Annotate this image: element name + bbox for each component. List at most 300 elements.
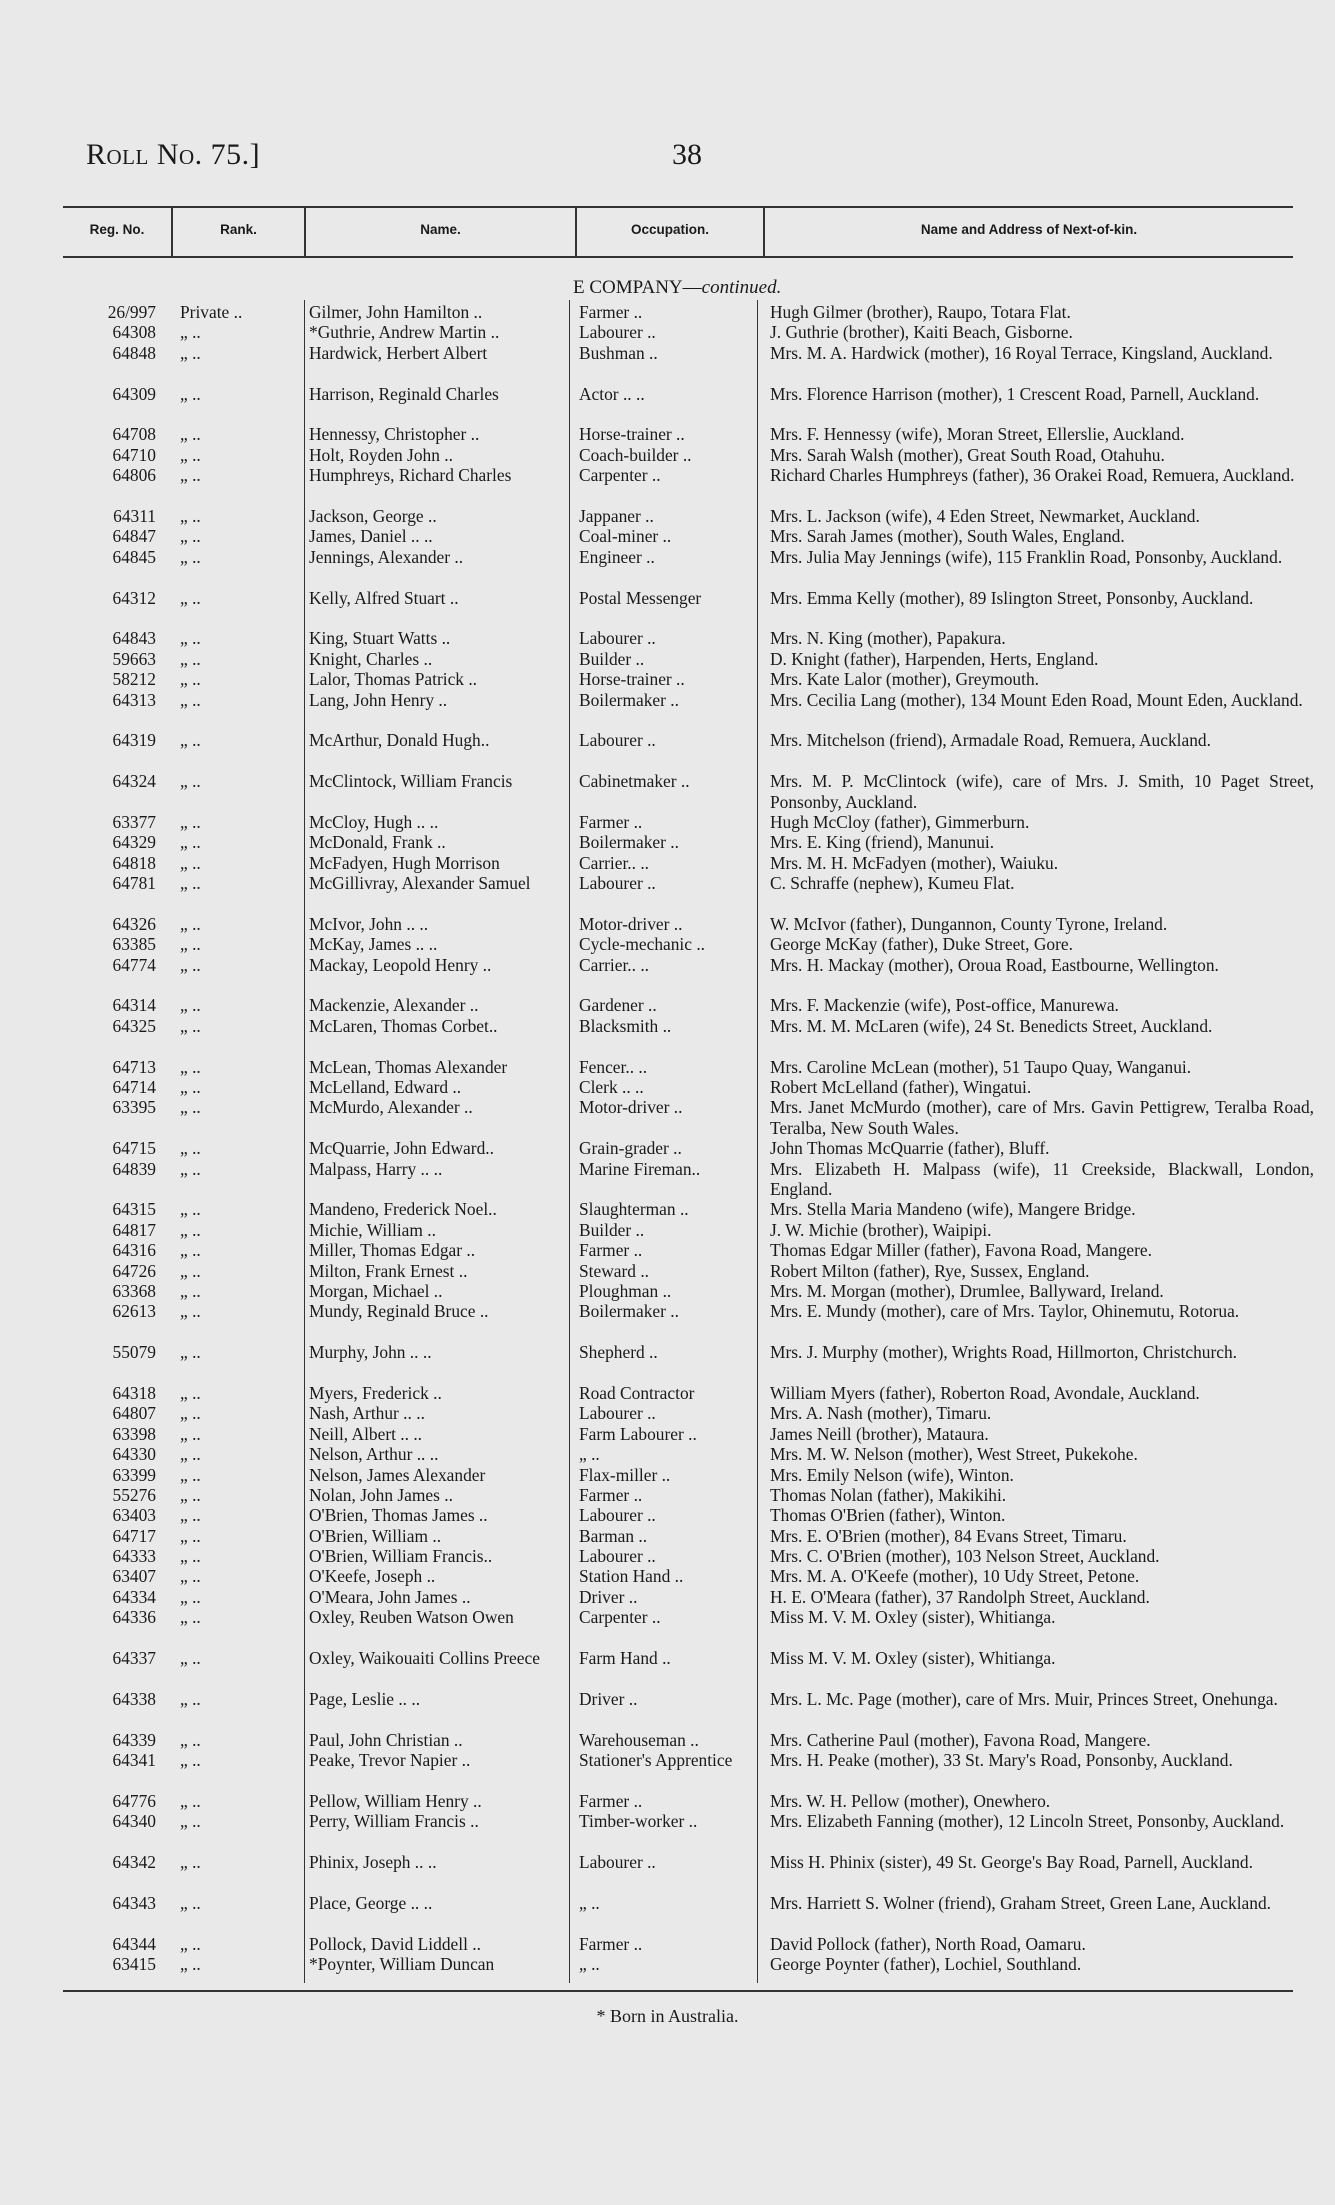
rank: „ .. — [180, 995, 201, 1016]
rank: „ .. — [180, 648, 201, 669]
rank: „ .. — [180, 628, 201, 649]
soldier-name: Jackson, George .. — [309, 505, 437, 526]
reg-no: 64319 — [112, 730, 156, 751]
reg-no: 55276 — [112, 1484, 156, 1505]
table-row — [0, 853, 1335, 873]
table-row — [0, 1097, 1335, 1138]
reg-no: 64318 — [112, 1382, 156, 1403]
table-row — [0, 1954, 1335, 1974]
occupation: Labourer .. — [579, 730, 656, 751]
next-of-kin: Mrs. Florence Harrison (mother), 1 Crescent Road, Parnell, Auckland. — [770, 383, 1260, 404]
soldier-name: Nelson, Arthur .. .. — [309, 1444, 439, 1465]
reg-no: 63395 — [112, 1097, 156, 1118]
rank: „ .. — [180, 1525, 201, 1546]
occupation: Jappaner .. — [579, 505, 654, 526]
table-row — [0, 1730, 1335, 1750]
rank: „ .. — [180, 1566, 201, 1587]
roll-table — [0, 302, 1335, 1974]
table-row — [0, 1261, 1335, 1281]
next-of-kin: Mrs. Elizabeth Fanning (mother), 12 Lincoln Street, Ponsonby, Auckland. — [770, 1811, 1285, 1832]
soldier-name: Lang, John Henry .. — [309, 689, 448, 710]
table-row — [0, 1403, 1335, 1423]
reg-no: 64806 — [112, 465, 156, 486]
rank: „ .. — [180, 587, 201, 608]
occupation: Labourer .. — [579, 1546, 656, 1567]
soldier-name: McLaren, Thomas Corbet.. — [309, 1015, 498, 1036]
rank: „ .. — [180, 1790, 201, 1811]
reg-no: 64315 — [112, 1199, 156, 1220]
soldier-name: O'Keefe, Joseph .. — [309, 1566, 436, 1587]
soldier-name: McQuarrie, John Edward.. — [309, 1138, 494, 1159]
reg-no: 64339 — [112, 1729, 156, 1750]
next-of-kin: J. Guthrie (brother), Kaiti Beach, Gisborne. — [770, 322, 1073, 343]
occupation: Gardener .. — [579, 995, 657, 1016]
soldier-name: McLean, Thomas Alexander — [309, 1056, 508, 1077]
reg-no: 64341 — [112, 1750, 156, 1771]
page-number: 38 — [672, 138, 702, 171]
rank: „ .. — [180, 1688, 201, 1709]
occupation: Boilermaker .. — [579, 1301, 679, 1322]
rank: „ .. — [180, 1280, 201, 1301]
reg-no: 63398 — [112, 1423, 156, 1444]
roll-number: Roll No. 75.] — [86, 138, 261, 171]
occupation: Carpenter .. — [579, 1607, 661, 1628]
next-of-kin: D. Knight (father), Harpenden, Herts, England. — [770, 648, 1099, 669]
next-of-kin: Mrs. Janet McMurdo (mother), care of Mrs. Gavin Pettigrew, Teralba Road, Teralba, New South Wales. — [770, 1097, 1314, 1138]
next-of-kin: Mrs. W. H. Pellow (mother), Onewhero. — [770, 1790, 1051, 1811]
occupation: Station Hand .. — [579, 1566, 684, 1587]
soldier-name: Peake, Trevor Napier .. — [309, 1750, 471, 1771]
reg-no: 64338 — [112, 1688, 156, 1709]
table-row — [0, 1505, 1335, 1525]
rank: „ .. — [180, 1464, 201, 1485]
soldier-name: Hennessy, Christopher .. — [309, 424, 480, 445]
next-of-kin: Mrs. Catherine Paul (mother), Favona Road, Mangere. — [770, 1729, 1151, 1750]
table-row — [0, 1199, 1335, 1219]
rank: „ .. — [180, 322, 201, 343]
next-of-kin: Mrs. Sarah James (mother), South Wales, England. — [770, 526, 1125, 547]
next-of-kin: George McKay (father), Duke Street, Gore. — [770, 934, 1073, 955]
rank: „ .. — [180, 689, 201, 710]
soldier-name: Pellow, William Henry .. — [309, 1790, 482, 1811]
occupation: Labourer .. — [579, 1852, 656, 1872]
table-row — [0, 649, 1335, 669]
occupation: Farmer .. — [579, 302, 643, 322]
next-of-kin: James Neill (brother), Mataura. — [770, 1423, 989, 1444]
reg-no: 64776 — [112, 1790, 156, 1811]
col-header-name: Name. — [420, 222, 461, 237]
rank: „ .. — [180, 1077, 201, 1098]
reg-no: 64308 — [112, 322, 156, 343]
reg-no: 64848 — [112, 342, 156, 363]
table-row — [0, 1057, 1335, 1077]
soldier-name: Mundy, Reginald Bruce .. — [309, 1301, 489, 1322]
reg-no: 64714 — [112, 1077, 156, 1098]
soldier-name: *Guthrie, Andrew Martin .. — [309, 322, 500, 343]
next-of-kin: George Poynter (father), Lochiel, Southland. — [770, 1953, 1082, 1974]
occupation: Farm Labourer .. — [579, 1423, 697, 1444]
col-header-reg: Reg. No. — [89, 222, 145, 237]
next-of-kin: Robert Milton (father), Rye, Sussex, England. — [770, 1260, 1090, 1281]
occupation: „ .. — [579, 1953, 600, 1974]
occupation: Farmer .. — [579, 1240, 643, 1261]
soldier-name: Place, George .. .. — [309, 1892, 433, 1913]
occupation: Slaughterman .. — [579, 1199, 689, 1220]
occupation: Carrier.. .. — [579, 954, 650, 975]
occupation: Coal-miner .. — [579, 526, 672, 547]
next-of-kin: H. E. O'Meara (father), 37 Randolph Street, Auckland. — [770, 1586, 1150, 1607]
occupation: Motor-driver .. — [579, 913, 683, 934]
occupation: Stationer's Apprentice — [579, 1750, 733, 1771]
table-row — [0, 1546, 1335, 1566]
next-of-kin: Mrs. L. Jackson (wife), 4 Eden Street, Newmarket, Auckland. — [770, 505, 1200, 526]
next-of-kin: Robert McLelland (father), Wingatui. — [770, 1077, 1032, 1098]
occupation: „ .. — [579, 1444, 600, 1465]
occupation: Motor-driver .. — [579, 1097, 683, 1118]
table-row — [0, 995, 1335, 1015]
reg-no: 63415 — [112, 1953, 156, 1974]
reg-no: 63403 — [112, 1505, 156, 1526]
table-row — [0, 914, 1335, 934]
occupation: Postal Messenger — [579, 587, 702, 608]
soldier-name: Murphy, John .. .. — [309, 1342, 432, 1363]
reg-no: 64847 — [112, 526, 156, 547]
reg-no: 64334 — [112, 1586, 156, 1607]
next-of-kin: Mrs. E. O'Brien (mother), 84 Evans Street, Timaru. — [770, 1525, 1127, 1546]
occupation: Labourer .. — [579, 322, 656, 343]
table-row — [0, 955, 1335, 996]
occupation: Driver .. — [579, 1688, 638, 1709]
table-row — [0, 302, 1335, 322]
reg-no: 64324 — [112, 771, 156, 792]
table-row — [0, 628, 1335, 648]
reg-no: 64330 — [112, 1444, 156, 1465]
soldier-name: Nolan, John James .. — [309, 1484, 453, 1505]
reg-no: 63377 — [112, 811, 156, 832]
soldier-name: McMurdo, Alexander .. — [309, 1097, 473, 1118]
rank: „ .. — [180, 1852, 201, 1872]
reg-no: 63407 — [112, 1566, 156, 1587]
soldier-name: Mackay, Leopold Henry .. — [309, 954, 492, 975]
table-row — [0, 730, 1335, 771]
next-of-kin: Mrs. C. O'Brien (mother), 103 Nelson Street, Auckland. — [770, 1546, 1160, 1567]
rank: „ .. — [180, 852, 201, 873]
rank: „ .. — [180, 1546, 201, 1567]
reg-no: 64326 — [112, 913, 156, 934]
soldier-name: King, Stuart Watts .. — [309, 628, 451, 649]
rank: „ .. — [180, 546, 201, 567]
occupation: Timber-worker .. — [579, 1811, 698, 1832]
rank: „ .. — [180, 832, 201, 853]
reg-no: 64342 — [112, 1852, 156, 1872]
occupation: Cycle-mechanic .. — [579, 934, 706, 955]
reg-no: 64845 — [112, 546, 156, 567]
reg-no: 64717 — [112, 1525, 156, 1546]
header-rule — [63, 256, 1293, 258]
soldier-name: Morgan, Michael .. — [309, 1280, 443, 1301]
soldier-name: *Poynter, William Duncan — [309, 1953, 495, 1974]
table-row — [0, 1791, 1335, 1811]
occupation: Carrier.. .. — [579, 852, 650, 873]
rank: „ .. — [180, 1199, 201, 1220]
occupation: Actor .. .. — [579, 383, 645, 404]
table-row — [0, 547, 1335, 588]
table-row — [0, 1016, 1335, 1057]
occupation: Farmer .. — [579, 1484, 643, 1505]
soldier-name: McGillivray, Alexander Samuel — [309, 873, 531, 894]
occupation: Builder .. — [579, 648, 645, 669]
reg-no: 64316 — [112, 1240, 156, 1261]
reg-no: 64715 — [112, 1138, 156, 1159]
table-row — [0, 1281, 1335, 1301]
soldier-name: Mandeno, Frederick Noel.. — [309, 1199, 497, 1220]
occupation: Boilermaker .. — [579, 832, 679, 853]
next-of-kin: Hugh Gilmer (brother), Raupo, Totara Flat. — [770, 302, 1071, 322]
soldier-name: McClintock, William Francis — [309, 771, 513, 792]
top-rule — [63, 206, 1293, 208]
soldier-name: Milton, Frank Ernest .. — [309, 1260, 468, 1281]
occupation: Driver .. — [579, 1586, 638, 1607]
table-row — [0, 1424, 1335, 1444]
rank: „ .. — [180, 1892, 201, 1913]
rank: „ .. — [180, 730, 201, 751]
soldier-name: Oxley, Waikouaiti Collins Preece — [309, 1648, 540, 1669]
occupation: Farmer .. — [579, 1933, 643, 1954]
rank: „ .. — [180, 1729, 201, 1750]
table-row — [0, 445, 1335, 465]
soldier-name: McIvor, John .. .. — [309, 913, 429, 934]
next-of-kin: Mrs. Caroline McLean (mother), 51 Taupo Quay, Wanganui. — [770, 1056, 1192, 1077]
soldier-name: McFadyen, Hugh Morrison — [309, 852, 500, 873]
occupation: Builder .. — [579, 1219, 645, 1240]
soldier-name: O'Brien, William Francis.. — [309, 1546, 493, 1567]
reg-no: 64843 — [112, 628, 156, 649]
table-row — [0, 1342, 1335, 1383]
table-row — [0, 1465, 1335, 1485]
soldier-name: Gilmer, John Hamilton .. — [309, 302, 483, 322]
occupation: Labourer .. — [579, 1505, 656, 1526]
col-header-occupation: Occupation. — [630, 222, 709, 237]
soldier-name: Paul, John Christian .. — [309, 1729, 463, 1750]
table-row — [0, 1750, 1335, 1791]
occupation: Carpenter .. — [579, 465, 661, 486]
next-of-kin: Mrs. Emily Nelson (wife), Winton. — [770, 1464, 1014, 1485]
col-header-rank: Rank. — [220, 222, 257, 237]
soldier-name: Humphreys, Richard Charles — [309, 465, 512, 486]
rank: „ .. — [180, 811, 201, 832]
rank: „ .. — [180, 1403, 201, 1424]
reg-no: 64710 — [112, 444, 156, 465]
rank: „ .. — [180, 1301, 201, 1322]
reg-no: 64329 — [112, 832, 156, 853]
table-row — [0, 322, 1335, 342]
occupation: Steward .. — [579, 1260, 650, 1281]
table-row — [0, 1852, 1335, 1893]
occupation: Horse-trainer .. — [579, 424, 685, 445]
rank: Private .. — [180, 302, 243, 322]
soldier-name: O'Meara, John James .. — [309, 1586, 471, 1607]
next-of-kin: Mrs. M. M. McLaren (wife), 24 St. Benedicts Street, Auckland. — [770, 1015, 1213, 1036]
footnote: * Born in Australia. — [596, 2006, 739, 2026]
rank: „ .. — [180, 1607, 201, 1628]
next-of-kin: Mrs. Elizabeth H. Malpass (wife), 11 Creekside, Blackwall, London, England. — [770, 1158, 1314, 1199]
table-row — [0, 1138, 1335, 1158]
next-of-kin: Mrs. E. Mundy (mother), care of Mrs. Taylor, Ohinemutu, Rotorua. — [770, 1301, 1240, 1322]
soldier-name: McKay, James .. .. — [309, 934, 438, 955]
next-of-kin: Mrs. E. King (friend), Manunui. — [770, 832, 995, 853]
occupation: „ .. — [579, 1892, 600, 1913]
next-of-kin: William Myers (father), Roberton Road, Avondale, Auckland. — [770, 1382, 1200, 1403]
reg-no: 64774 — [112, 954, 156, 975]
occupation: Blacksmith .. — [579, 1015, 672, 1036]
next-of-kin: Mrs. Emma Kelly (mother), 89 Islington Street, Ponsonby, Auckland. — [770, 587, 1254, 608]
next-of-kin: Mrs. F. Hennessy (wife), Moran Street, Ellerslie, Auckland. — [770, 424, 1185, 445]
rank: „ .. — [180, 934, 201, 955]
next-of-kin: C. Schraffe (nephew), Kumeu Flat. — [770, 873, 1015, 894]
table-row — [0, 1240, 1335, 1260]
rank: „ .. — [180, 342, 201, 363]
occupation: Clerk .. .. — [579, 1077, 644, 1098]
next-of-kin: Miss M. V. M. Oxley (sister), Whitianga. — [770, 1607, 1056, 1628]
table-row — [0, 812, 1335, 832]
table-row — [0, 526, 1335, 546]
table-row — [0, 1689, 1335, 1730]
next-of-kin: Mrs. M. P. McClintock (wife), care of Mrs. J. Smith, 10 Paget Street, Ponsonby, Auckland. — [770, 771, 1314, 812]
next-of-kin: Mrs. Mitchelson (friend), Armadale Road, Remuera, Auckland. — [770, 730, 1211, 751]
next-of-kin: Mrs. Sarah Walsh (mother), Great South Road, Otahuhu. — [770, 444, 1165, 465]
reg-no: 63399 — [112, 1464, 156, 1485]
rank: „ .. — [180, 526, 201, 547]
rank: „ .. — [180, 1015, 201, 1036]
section-heading: E COMPANY—continued. — [573, 277, 782, 298]
col-header-kin: Name and Address of Next-of-kin. — [920, 222, 1138, 237]
reg-no: 64343 — [112, 1892, 156, 1913]
reg-no: 64708 — [112, 424, 156, 445]
rank: „ .. — [180, 1953, 201, 1974]
reg-no: 64309 — [112, 383, 156, 404]
next-of-kin: Mrs. N. King (mother), Papakura. — [770, 628, 1006, 649]
rank: „ .. — [180, 1750, 201, 1771]
reg-no: 64337 — [112, 1648, 156, 1669]
rank: „ .. — [180, 1158, 201, 1179]
next-of-kin: Mrs. Stella Maria Mandeno (wife), Mangere Bridge. — [770, 1199, 1136, 1220]
occupation: Road Contractor — [579, 1382, 695, 1403]
soldier-name: Hardwick, Herbert Albert — [309, 342, 488, 363]
rank: „ .. — [180, 1097, 201, 1118]
table-row — [0, 1077, 1335, 1097]
table-row — [0, 1648, 1335, 1689]
next-of-kin: Miss M. V. M. Oxley (sister), Whitianga. — [770, 1648, 1056, 1669]
reg-no: 55079 — [112, 1342, 156, 1363]
reg-no: 64839 — [112, 1158, 156, 1179]
reg-no: 64817 — [112, 1219, 156, 1240]
rank: „ .. — [180, 1260, 201, 1281]
rank: „ .. — [180, 1423, 201, 1444]
soldier-name: Perry, William Francis .. — [309, 1811, 479, 1832]
soldier-name: Kelly, Alfred Stuart .. — [309, 587, 459, 608]
table-row — [0, 1220, 1335, 1240]
rank: „ .. — [180, 1648, 201, 1669]
occupation: Labourer .. — [579, 1403, 656, 1424]
occupation: Coach-builder .. — [579, 444, 692, 465]
reg-no: 62613 — [112, 1301, 156, 1322]
reg-no: 58212 — [112, 669, 156, 690]
table-row — [0, 424, 1335, 444]
rank: „ .. — [180, 1219, 201, 1240]
rank: „ .. — [180, 771, 201, 792]
soldier-name: O'Brien, William .. — [309, 1525, 442, 1546]
next-of-kin: Richard Charles Humphreys (father), 36 Orakei Road, Remuera, Auckland. — [770, 465, 1295, 486]
reg-no: 64313 — [112, 689, 156, 710]
soldier-name: James, Daniel .. .. — [309, 526, 433, 547]
table-row — [0, 873, 1335, 914]
table-row — [0, 690, 1335, 731]
next-of-kin: John Thomas McQuarrie (father), Bluff. — [770, 1138, 1050, 1159]
table-row — [0, 1444, 1335, 1464]
reg-no: 64312 — [112, 587, 156, 608]
rank: „ .. — [180, 913, 201, 934]
rank: „ .. — [180, 1811, 201, 1832]
occupation: Horse-trainer .. — [579, 669, 685, 690]
soldier-name: Holt, Royden John .. — [309, 444, 453, 465]
reg-no: 64807 — [112, 1403, 156, 1424]
reg-no: 64333 — [112, 1546, 156, 1567]
reg-no: 64325 — [112, 1015, 156, 1036]
occupation: Farmer .. — [579, 1790, 643, 1811]
table-row — [0, 1383, 1335, 1403]
next-of-kin: Thomas Nolan (father), Makikihi. — [770, 1484, 1007, 1505]
reg-no: 64311 — [113, 505, 156, 526]
next-of-kin: Mrs. M. A. Hardwick (mother), 16 Royal Terrace, Kingsland, Auckland. — [770, 342, 1273, 363]
rank: „ .. — [180, 383, 201, 404]
table-row — [0, 1301, 1335, 1342]
next-of-kin: Mrs. L. Mc. Page (mother), care of Mrs. Muir, Princes Street, Onehunga. — [770, 1688, 1278, 1709]
soldier-name: Myers, Frederick .. — [309, 1382, 442, 1403]
reg-no: 64726 — [112, 1260, 156, 1281]
table-row — [0, 669, 1335, 689]
reg-no: 64781 — [112, 873, 156, 894]
soldier-name: Nash, Arthur .. .. — [309, 1403, 425, 1424]
table-row — [0, 1526, 1335, 1546]
rank: „ .. — [180, 1586, 201, 1607]
occupation: Engineer .. — [579, 546, 655, 567]
occupation: Marine Fireman.. — [579, 1158, 701, 1179]
table-row — [0, 1607, 1335, 1648]
table-row — [0, 1159, 1335, 1200]
bottom-rule — [63, 1990, 1293, 1992]
table-row — [0, 465, 1335, 506]
soldier-name: Jennings, Alexander .. — [309, 546, 464, 567]
occupation: Warehouseman .. — [579, 1729, 699, 1750]
reg-no: 64314 — [112, 995, 156, 1016]
rank: „ .. — [180, 1138, 201, 1159]
soldier-name: Oxley, Reuben Watson Owen — [309, 1607, 514, 1628]
rank: „ .. — [180, 1342, 201, 1363]
soldier-name: McArthur, Donald Hugh.. — [309, 730, 490, 751]
table-row — [0, 343, 1335, 384]
reg-no: 64336 — [112, 1607, 156, 1628]
soldier-name: Page, Leslie .. .. — [309, 1688, 421, 1709]
rank: „ .. — [180, 1505, 201, 1526]
occupation: Flax-miller .. — [579, 1464, 671, 1485]
occupation: Boilermaker .. — [579, 689, 679, 710]
occupation: Farmer .. — [579, 811, 643, 832]
soldier-name: Harrison, Reginald Charles — [309, 383, 499, 404]
occupation: Grain-grader .. — [579, 1138, 682, 1159]
table-row — [0, 1485, 1335, 1505]
soldier-name: McLelland, Edward .. — [309, 1077, 462, 1098]
soldier-name: Knight, Charles .. — [309, 648, 433, 669]
